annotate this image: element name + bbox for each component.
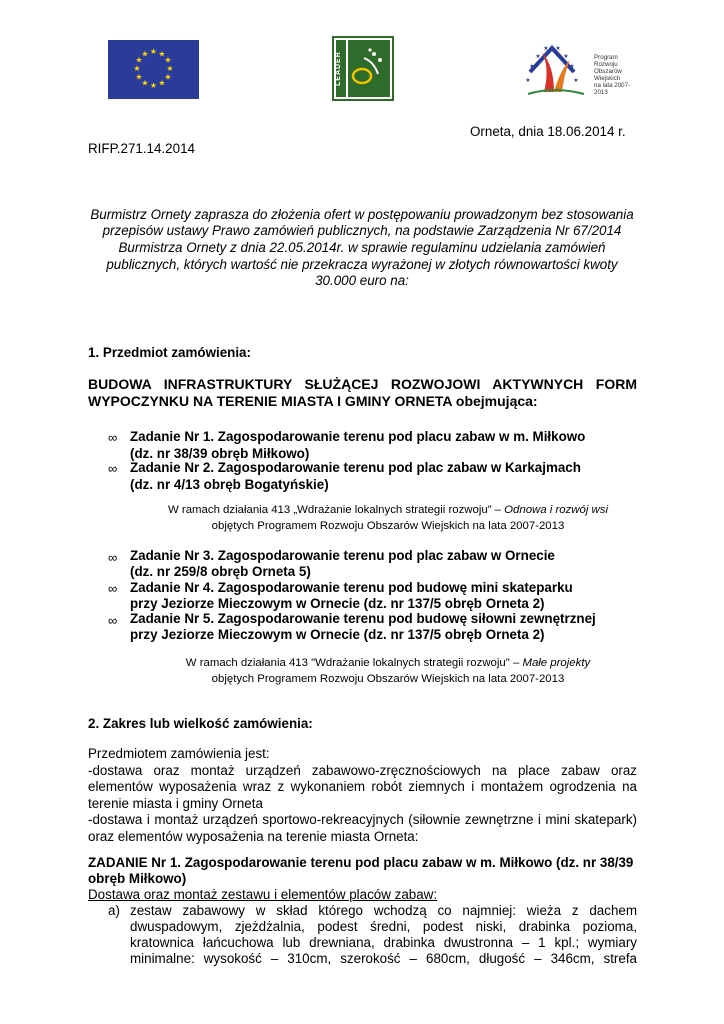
- svg-text:★: ★: [158, 78, 166, 88]
- svg-text:★: ★: [166, 64, 174, 73]
- list-item-line: zestaw zabawowy w skład którego wchodzą co najmniej: wieża z dachem: [130, 903, 637, 918]
- task-line: Zadanie Nr 1. Zagospodarowanie terenu pod placu zabaw w m. Miłkowo: [130, 429, 586, 444]
- task-line: przy Jeziorze Mieczowym w Ornecie (dz. nr 137/5 obręb Orneta 2): [130, 627, 545, 642]
- task-line: Zadanie Nr 2. Zagospodarowanie terenu pod plac zabaw w Karkajmach: [130, 460, 581, 475]
- svg-text:★: ★: [164, 72, 172, 82]
- svg-text:★: ★: [149, 47, 158, 56]
- list-item-label: a): [108, 903, 120, 918]
- intro-line: przepisów ustawy Prawo zamówień publicznych, na podstawie Zarządzenia Nr 67/2014: [102, 223, 622, 238]
- bullet-icon: ∞: [108, 581, 118, 596]
- svg-text:★: ★: [529, 63, 535, 70]
- section-1-heading: 1. Przedmiot zamówienia:: [88, 345, 251, 360]
- list-item-line: kratownica łańcuchowa lub drewniana, drabinka dwustronna – 1 kpl.; wymiary: [130, 935, 637, 950]
- reference-number: RIFP.271.14.2014: [88, 141, 195, 156]
- svg-text:★: ★: [543, 45, 549, 52]
- section-1-title: BUDOWA INFRASTRUKTURY SŁUŻĄCEJ ROZWOJOWI AKTYWNYCH FORM: [88, 376, 637, 392]
- svg-text:★: ★: [135, 72, 143, 82]
- task-line: (dz. nr 259/8 obręb Orneta 5): [130, 564, 311, 579]
- intro-line: Burmistrza Ornety z dnia 22.05.2014r. w sprawie regulaminu udzielania zamówień: [118, 240, 606, 255]
- paragraph-line: terenie miasta i gminy Orneta: [88, 796, 263, 811]
- intro-line: 30.000 euro na:: [315, 273, 409, 288]
- svg-text:★: ★: [569, 63, 575, 70]
- svg-text:★: ★: [158, 49, 166, 59]
- bullet-icon: ∞: [108, 550, 118, 565]
- prow-text-line: Program: [594, 54, 618, 61]
- svg-text:★: ★: [535, 53, 541, 60]
- program-note: objętych Programem Rozwoju Obszarów Wiejskich na lata 2007-2013: [211, 520, 565, 532]
- prow-text-line: Wiejskich: [594, 75, 621, 82]
- section-2-heading: 2. Zakres lub wielkość zamówienia:: [88, 716, 313, 731]
- list-item-line: dwuspadowym, zjeżdżalnia, podest średni, podest niski, drabinka pozioma,: [130, 919, 637, 934]
- task-1-heading: obręb Miłkowo): [88, 871, 187, 886]
- paragraph-line: -dostawa oraz montaż urządzeń zabawowo-zręcznościowych na place zabaw oraz: [88, 763, 637, 778]
- prow-text-line: na lata 2007-2013: [594, 82, 631, 96]
- program-note: W ramach działania 413 „Wdrażanie lokalnych strategii rozwoju” – Odnowa i rozwój wsi: [168, 504, 608, 516]
- eu-flag-logo: [108, 40, 199, 99]
- paragraph-line: elementów wyposażenia wraz z wykonaniem robót ziemnych i montażem ogrodzenia na: [88, 779, 637, 794]
- bullet-icon: ∞: [108, 430, 118, 445]
- svg-text:★: ★: [135, 55, 143, 65]
- program-note: W ramach działania 413 "Wdrażanie lokalnych strategii rozwoju" – Małe projekty: [185, 657, 591, 669]
- bullet-icon: ∞: [108, 461, 118, 476]
- task-line: (dz. nr 4/13 obręb Bogatyńskie): [130, 477, 329, 492]
- paragraph-line: -dostawa i montaż urządzeń sportowo-rekreacyjnych (siłownie zewnętrzne i mini skatepark): [88, 812, 637, 827]
- paragraph-line: Przedmiotem zamówienia jest:: [88, 746, 270, 761]
- prow-text-line: Rozwoju: [594, 61, 618, 68]
- svg-text:★: ★: [149, 81, 158, 90]
- paragraph-line: oraz elementów wyposażenia na terenie miasta Orneta:: [88, 829, 419, 844]
- task-line: przy Jeziorze Mieczowym w Ornecie (dz. nr 137/5 obręb Orneta 2): [130, 596, 545, 611]
- document-date: Orneta, dnia 18.06.2014 r.: [470, 124, 626, 139]
- prow-text-line: Obszarów: [594, 68, 622, 75]
- delivery-subheading: Dostawa oraz montaż zestawu i elementów placów zabaw:: [88, 887, 438, 902]
- task-line: Zadanie Nr 5. Zagospodarowanie terenu pod budowę siłowni zewnętrznej: [130, 611, 596, 626]
- svg-text:★: ★: [555, 45, 561, 52]
- task-1-heading: ZADANIE Nr 1. Zagospodarowanie terenu pod placu zabaw w m. Miłkowo (dz. nr 38/39: [88, 855, 634, 870]
- task-line: Zadanie Nr 3. Zagospodarowanie terenu pod plac zabaw w Ornecie: [130, 548, 555, 563]
- list-item-line: minimalne: wysokość – 310cm, szerokość – 680cm, długość – 346cm, strefa: [130, 951, 637, 966]
- section-1-title: WYPOCZYNKU NA TERENIE MIASTA I GMINY ORNETA obejmująca:: [88, 393, 538, 409]
- task-line: Zadanie Nr 4. Zagospodarowanie terenu pod budowę mini skateparku: [130, 580, 573, 595]
- svg-text:★: ★: [563, 53, 569, 60]
- leader-logo-text: LEADER: [335, 51, 342, 86]
- program-note: objętych Programem Rozwoju Obszarów Wiejskich na lata 2007-2013: [211, 673, 565, 685]
- intro-line: Burmistrz Ornety zaprasza do złożenia ofert w postępowaniu prowadzonym bez stosowania: [90, 207, 634, 222]
- svg-text:★: ★: [573, 77, 579, 84]
- svg-text:★: ★: [133, 64, 141, 73]
- intro-line: publicznych, których wartość nie przekracza wyrażonej w złotych równowartości kwoty: [106, 257, 618, 272]
- leader-logo: [332, 36, 394, 101]
- bullet-icon: ∞: [108, 613, 118, 628]
- svg-text:★: ★: [164, 55, 172, 65]
- svg-text:★: ★: [525, 77, 531, 84]
- prow-logo: [524, 38, 640, 98]
- svg-text:★: ★: [141, 78, 149, 88]
- svg-text:★: ★: [141, 49, 149, 59]
- task-line: (dz. nr 38/39 obręb Miłkowo): [130, 446, 310, 461]
